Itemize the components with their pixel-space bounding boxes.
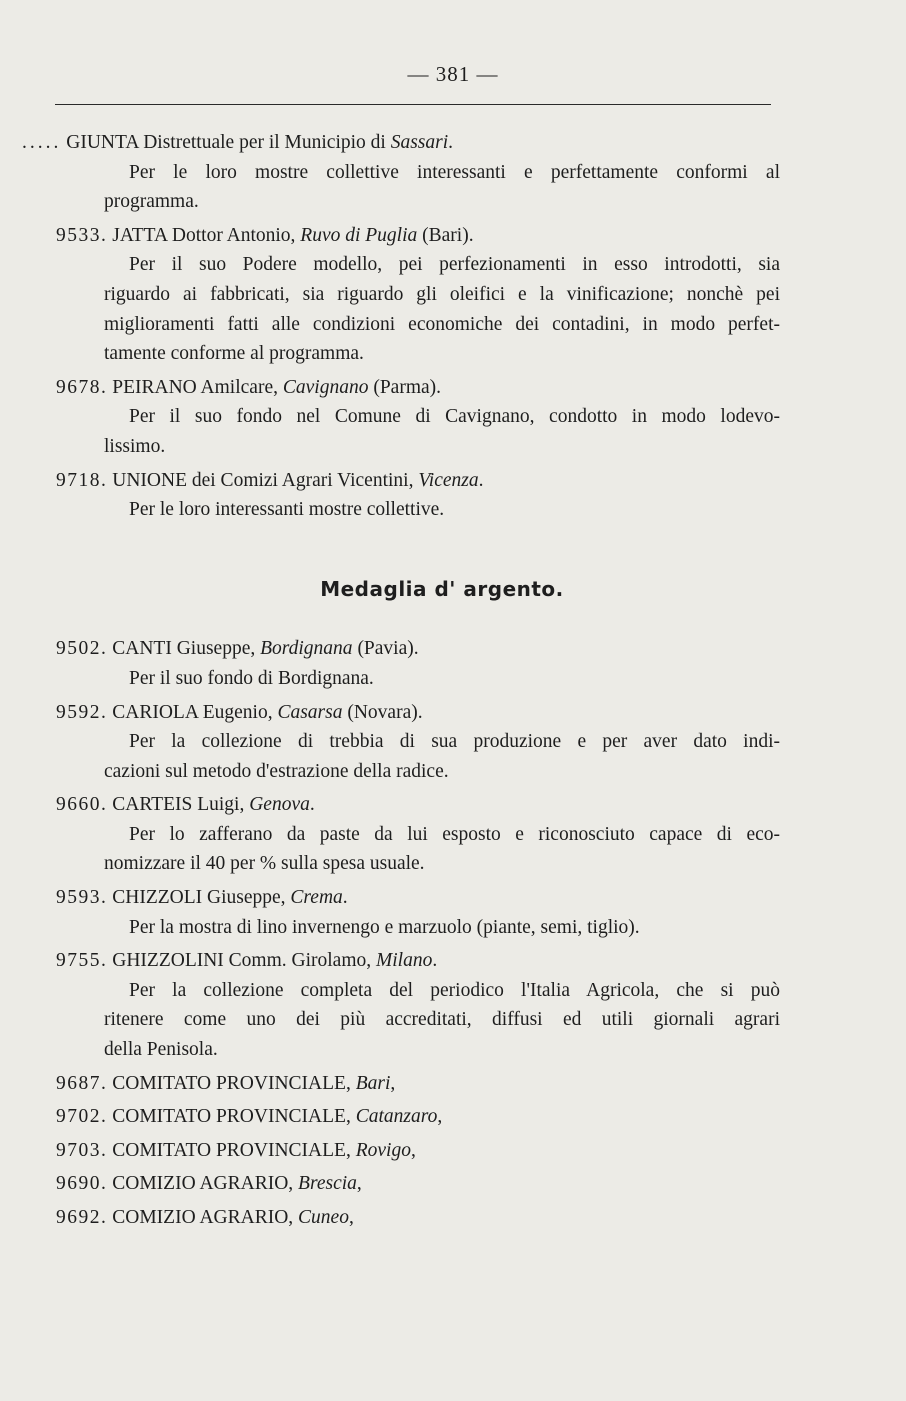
- entry-tail: ,: [356, 1173, 362, 1195]
- entry-place: Crema: [290, 887, 343, 909]
- entry-heading: [22, 128, 780, 158]
- entry-tail: .: [342, 887, 348, 909]
- entry-place: Bari: [355, 1072, 391, 1094]
- entry-number: 9533.: [56, 224, 108, 246]
- entry-number: 9678.: [56, 376, 108, 398]
- section-heading: Medaglia d' argento.: [320, 576, 564, 601]
- description-line: Per le loro mostre collettive interessanti e perfettamente conformi al: [129, 161, 780, 183]
- entry-number: 9690.: [56, 1173, 108, 1195]
- list-item: [56, 1136, 780, 1166]
- entry-name: COMITATO PROVINCIALE,: [112, 1106, 351, 1128]
- description-line: miglioramenti fatti alle condizioni economiche dei contadini, in modo perfet-: [104, 313, 780, 335]
- list-item: [22, 128, 780, 217]
- entry-place: Brescia: [298, 1173, 357, 1195]
- entry-description: [104, 727, 780, 786]
- entry-description: [104, 250, 780, 368]
- entry-number: 9502.: [56, 638, 108, 660]
- description-line: della Penisola.: [104, 1039, 218, 1061]
- entry-number: 9660.: [56, 794, 108, 816]
- entry-name: JATTA Dottor Antonio,: [112, 224, 296, 246]
- list-item: [56, 634, 780, 693]
- list-item: [56, 790, 780, 879]
- entry-name: CHIZZOLI Giuseppe,: [112, 887, 286, 909]
- entry-description: [104, 820, 780, 879]
- entry-tail: .: [448, 132, 454, 153]
- description-line: ritenere come uno dei più accreditati, diffusi ed utili giornali agrari: [104, 1009, 780, 1031]
- description-line: Per il suo Podere modello, pei perfezionamenti in esso introdotti, sia: [129, 254, 780, 276]
- entry-place: Ruvo di Puglia: [300, 224, 418, 246]
- entry-tail: ,: [410, 1139, 416, 1161]
- header-rule: [55, 104, 771, 105]
- description-line: Per il suo fondo nel Comune di Cavignano, condotto in modo lodevo-: [129, 406, 780, 428]
- entry-heading: [56, 883, 780, 913]
- entry-number: 9755.: [56, 950, 108, 972]
- entry-name: PEIRANO Amilcare,: [112, 376, 278, 398]
- entry-place: Cuneo: [298, 1207, 349, 1228]
- list-item: [56, 1069, 780, 1099]
- entry-description: [104, 402, 780, 461]
- entry-name: COMIZIO AGRARIO,: [112, 1173, 294, 1195]
- entry-place: Genova: [249, 794, 310, 816]
- entry-description: [104, 913, 780, 943]
- entry-number: 9703.: [56, 1139, 108, 1161]
- list-item: [56, 946, 780, 1064]
- list-item: [56, 1203, 780, 1233]
- list-item: [56, 1102, 780, 1132]
- page-number-header: — 381 —: [407, 62, 499, 86]
- entry-tail: .: [432, 950, 438, 972]
- description-line: Per le loro interessanti mostre collettive.: [129, 499, 445, 521]
- entry-tail: .: [309, 794, 315, 816]
- entry-name: GHIZZOLINI Comm. Girolamo,: [112, 950, 372, 972]
- entry-description: [104, 158, 780, 217]
- entry-description: [104, 664, 780, 694]
- entry-name: COMIZIO AGRARIO,: [112, 1207, 294, 1228]
- entry-name: GIUNTA Distrettuale per il Municipio di: [66, 132, 386, 153]
- entry-tail: .: [478, 469, 484, 491]
- entry-heading: [56, 1169, 780, 1199]
- entry-number: .....: [22, 132, 62, 153]
- page-content: [22, 128, 780, 1233]
- entries-top: [22, 128, 780, 525]
- list-item: [56, 883, 780, 942]
- list-item: [56, 373, 780, 462]
- description-line: tamente conforme al programma.: [104, 343, 364, 365]
- entry-place: Rovigo: [355, 1139, 411, 1161]
- entry-heading: [56, 373, 780, 403]
- entry-place: Sassari: [390, 132, 449, 153]
- entry-number: 9687.: [56, 1072, 108, 1094]
- entry-name: UNIONE dei Comizi Agrari Vicentini,: [112, 469, 414, 491]
- list-item: [56, 1169, 780, 1199]
- entry-description: [104, 976, 780, 1065]
- entry-tail: (Novara).: [347, 701, 423, 723]
- description-line: riguardo ai fabbricati, sia riguardo gli oleifici e la vinificazione; nonchè pei: [104, 283, 780, 305]
- entry-heading: [56, 221, 780, 251]
- description-line: lissimo.: [104, 435, 166, 457]
- list-item: [56, 221, 780, 369]
- entry-name: COMITATO PROVINCIALE,: [112, 1072, 351, 1094]
- entry-number: 9692.: [56, 1207, 108, 1228]
- entry-number: 9718.: [56, 469, 108, 491]
- entry-description: [104, 495, 780, 525]
- entry-place: Bordignana: [260, 638, 353, 660]
- entry-heading: [56, 698, 780, 728]
- entry-number: 9592.: [56, 701, 108, 723]
- description-line: Per lo zafferano da paste da lui esposto e riconosciuto capace di eco-: [129, 823, 780, 845]
- entry-heading: [56, 790, 780, 820]
- entry-name: CANTI Giuseppe,: [112, 638, 256, 660]
- entry-heading: [56, 466, 780, 496]
- entry-place: Vicenza: [418, 469, 479, 491]
- description-line: Per la mostra di lino invernengo e marzuolo (piante, semi, tiglio).: [129, 916, 640, 938]
- entry-tail: ,: [390, 1072, 396, 1094]
- description-line: cazioni sul metodo d'estrazione della radice.: [104, 760, 449, 782]
- entry-heading: [56, 1203, 780, 1233]
- entry-name: CARIOLA Eugenio,: [112, 701, 273, 723]
- description-line: Per la collezione completa del periodico l'Italia Agricola, che si può: [129, 979, 780, 1001]
- entry-place: Catanzaro: [355, 1106, 438, 1128]
- entry-number: 9593.: [56, 887, 108, 909]
- list-item: [56, 698, 780, 787]
- description-line: nomizzare il 40 per % sulla spesa usuale.: [104, 853, 425, 875]
- entry-place: Milano: [376, 950, 433, 972]
- entry-heading: [56, 1102, 780, 1132]
- entry-place: Cavignano: [282, 376, 369, 398]
- entry-tail: ,: [437, 1106, 443, 1128]
- description-line: Per il suo fondo di Bordignana.: [129, 667, 374, 689]
- entry-name: COMITATO PROVINCIALE,: [112, 1139, 351, 1161]
- description-line: Per la collezione di trebbia di sua produzione e per aver dato indi-: [129, 731, 780, 753]
- description-line: programma.: [104, 191, 199, 213]
- entry-tail: (Parma).: [373, 376, 442, 398]
- entry-heading: [56, 1069, 780, 1099]
- entry-number: 9702.: [56, 1106, 108, 1128]
- entry-heading: [56, 634, 780, 664]
- entry-tail: ,: [348, 1207, 354, 1228]
- entry-place: Casarsa: [277, 701, 343, 723]
- entry-tail: (Bari).: [422, 224, 474, 246]
- entry-heading: [56, 1136, 780, 1166]
- entry-tail: (Pavia).: [357, 638, 419, 660]
- list-item: [56, 466, 780, 525]
- entries-bottom: [56, 634, 780, 1232]
- entry-name: CARTEIS Luigi,: [112, 794, 245, 816]
- entry-heading: [56, 946, 780, 976]
